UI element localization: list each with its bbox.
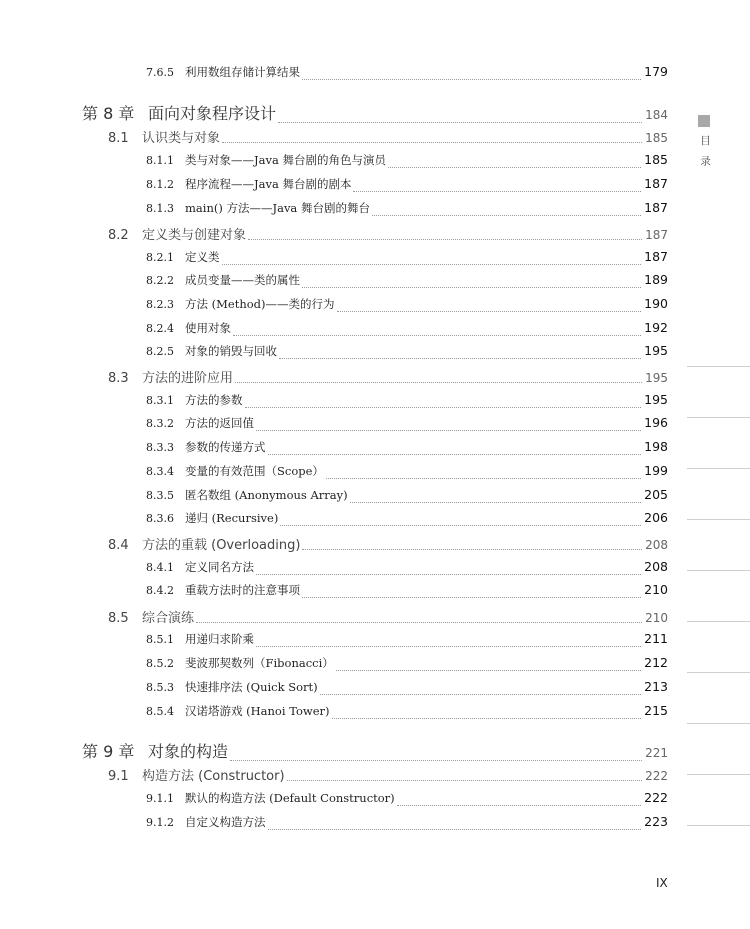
dot-leader (278, 122, 642, 123)
entry-page-number: 221 (645, 746, 668, 760)
margin-rule (687, 774, 750, 775)
entry-page-number: 195 (644, 392, 668, 407)
dot-leader (256, 646, 641, 647)
toc-subsection-entry (146, 320, 668, 340)
entry-page-number: 184 (645, 108, 668, 122)
entry-title: 利用数组存储计算结果 (185, 65, 300, 79)
entry-number: 第 9 章 (82, 742, 135, 761)
entry-number: 8.2.3 (146, 298, 174, 311)
entry-title: 用递归求阶乘 (185, 632, 254, 646)
toc-section-entry (108, 607, 668, 627)
dot-leader (336, 670, 641, 671)
entry-number: 8.2.2 (146, 274, 174, 287)
dot-leader (397, 805, 641, 806)
entry-title: 对象的构造 (148, 742, 229, 761)
entry-number: 8.1.3 (146, 202, 174, 215)
toc-subsection-entry (146, 559, 668, 579)
entry-page-number: 185 (645, 131, 668, 145)
dot-leader (222, 142, 642, 143)
toc-subsection-entry (146, 631, 668, 651)
toc-subsection-entry (146, 64, 668, 84)
toc-section-entry (108, 367, 668, 387)
toc-chapter-entry (82, 101, 668, 127)
dot-leader (196, 622, 642, 623)
dot-leader (248, 239, 642, 240)
toc-subsection-entry (146, 200, 668, 220)
entry-page-number: 212 (644, 655, 668, 670)
dot-leader (302, 549, 642, 550)
dot-leader (256, 574, 641, 575)
entry-title: 汉诺塔游戏 (Hanoi Tower) (185, 704, 330, 718)
entry-page-number: 208 (644, 559, 668, 574)
dot-leader (353, 191, 641, 192)
dot-leader (279, 358, 641, 359)
toc-subsection-entry (146, 415, 668, 435)
entry-number: 8.4 (108, 538, 129, 553)
contents-side-tab (698, 115, 710, 176)
dot-leader (337, 311, 642, 312)
dot-leader (222, 264, 642, 265)
entry-number: 8.3.3 (146, 441, 174, 454)
dot-leader (302, 79, 641, 80)
margin-rule (687, 825, 750, 826)
entry-number: 8.1 (108, 131, 129, 146)
toc-subsection-entry (146, 152, 668, 172)
entry-page-number: 199 (644, 463, 668, 478)
entry-page-number: 187 (644, 200, 668, 215)
toc-section-entry (108, 127, 668, 147)
toc-section-entry (108, 224, 668, 244)
entry-page-number: 210 (644, 582, 668, 597)
entry-number: 8.3.1 (146, 394, 174, 407)
entry-page-number: 187 (645, 228, 668, 242)
toc-subsection-entry (146, 272, 668, 292)
entry-title: 类与对象——Java 舞台剧的角色与演员 (185, 153, 386, 167)
entry-title: 变量的有效范围（Scope） (185, 464, 324, 478)
entry-page-number: 179 (644, 64, 668, 79)
entry-title: 程序流程——Java 舞台剧的剧本 (185, 177, 352, 191)
entry-page-number: 222 (645, 769, 668, 783)
entry-page-number: 206 (644, 510, 668, 525)
margin-rule (687, 519, 750, 520)
dot-leader (372, 215, 641, 216)
entry-title: 参数的传递方式 (185, 440, 266, 454)
entry-title: 定义类与创建对象 (142, 228, 247, 243)
margin-rule (687, 417, 750, 418)
entry-number: 8.3.5 (146, 489, 174, 502)
margin-rule (687, 468, 750, 469)
dot-leader (320, 694, 642, 695)
toc-subsection-entry (146, 790, 668, 810)
entry-page-number: 222 (644, 790, 668, 805)
toc-subsection-entry (146, 655, 668, 675)
entry-number: 9.1.2 (146, 816, 174, 829)
margin-rule (687, 621, 750, 622)
entry-page-number: 211 (644, 631, 668, 646)
entry-page-number: 195 (645, 371, 668, 385)
margin-rule (687, 366, 750, 367)
entry-number: 8.3 (108, 371, 129, 386)
entry-number: 8.4.1 (146, 561, 174, 574)
entry-page-number: 215 (644, 703, 668, 718)
dot-leader (287, 780, 643, 781)
toc-subsection-entry (146, 392, 668, 412)
dot-leader (245, 407, 642, 408)
entry-number: 8.5.2 (146, 657, 174, 670)
entry-number: 8.5.3 (146, 681, 174, 694)
toc-subsection-entry (146, 510, 668, 530)
entry-title: 递归 (Recursive) (185, 511, 279, 525)
entry-number: 9.1 (108, 769, 129, 784)
entry-page-number: 208 (645, 538, 668, 552)
entry-number: 8.5 (108, 611, 129, 626)
toc-subsection-entry (146, 176, 668, 196)
margin-rule (687, 672, 750, 673)
entry-title: 方法 (Method)——类的行为 (185, 297, 335, 311)
entry-title: 定义类 (185, 250, 220, 264)
entry-page-number: 190 (644, 296, 668, 311)
entry-page-number: 198 (644, 439, 668, 454)
dot-leader (302, 287, 641, 288)
page-number: IX (656, 876, 668, 890)
side-tab-label: 目录 (699, 135, 711, 176)
toc-subsection-entry (146, 582, 668, 602)
entry-number: 8.1.2 (146, 178, 174, 191)
entry-number: 8.1.1 (146, 154, 174, 167)
toc-subsection-entry (146, 814, 668, 834)
dot-leader (332, 718, 642, 719)
entry-page-number: 189 (644, 272, 668, 287)
toc-subsection-entry (146, 463, 668, 483)
toc-subsection-entry (146, 703, 668, 723)
entry-title: 定义同名方法 (185, 560, 254, 574)
entry-title: 快速排序法 (Quick Sort) (185, 680, 318, 694)
entry-number: 8.5.1 (146, 633, 174, 646)
entry-title: 使用对象 (185, 321, 231, 335)
entry-number: 8.2.1 (146, 251, 174, 264)
entry-title: 默认的构造方法 (Default Constructor) (185, 791, 395, 805)
entry-page-number: 192 (644, 320, 668, 335)
entry-title: 斐波那契数列（Fibonacci） (185, 656, 334, 670)
entry-number: 8.4.2 (146, 584, 174, 597)
entry-page-number: 196 (644, 415, 668, 430)
entry-title: 成员变量——类的属性 (185, 273, 300, 287)
entry-number: 8.2.5 (146, 345, 174, 358)
dot-leader (256, 430, 641, 431)
toc-section-entry (108, 765, 668, 785)
entry-title: 认识类与对象 (142, 131, 221, 146)
entry-page-number: 223 (644, 814, 668, 829)
entry-number: 8.2.4 (146, 322, 174, 335)
entry-number: 7.6.5 (146, 66, 174, 79)
entry-title: 构造方法 (Constructor) (142, 769, 285, 784)
entry-page-number: 213 (644, 679, 668, 694)
dot-leader (268, 829, 642, 830)
entry-title: 重载方法时的注意事项 (185, 583, 300, 597)
toc-section-entry (108, 534, 668, 554)
dot-leader (388, 167, 641, 168)
entry-number: 9.1.1 (146, 792, 174, 805)
entry-title: 方法的重载 (Overloading) (142, 538, 301, 553)
entry-title: 匿名数组 (Anonymous Array) (185, 488, 348, 502)
entry-page-number: 205 (644, 487, 668, 502)
dot-leader (233, 335, 641, 336)
entry-number: 8.3.2 (146, 417, 174, 430)
entry-title: 对象的销毁与回收 (185, 344, 277, 358)
entry-page-number: 187 (644, 249, 668, 264)
entry-number: 8.3.4 (146, 465, 174, 478)
entry-title: 方法的返回值 (185, 416, 254, 430)
dot-leader (326, 478, 641, 479)
dot-leader (268, 454, 642, 455)
entry-title: main() 方法——Java 舞台剧的舞台 (185, 201, 370, 215)
entry-page-number: 195 (644, 343, 668, 358)
toc-subsection-entry (146, 679, 668, 699)
dot-leader (230, 760, 642, 761)
toc-subsection-entry (146, 296, 668, 316)
entry-title: 综合演练 (142, 611, 195, 626)
entry-page-number: 210 (645, 611, 668, 625)
toc-subsection-entry (146, 487, 668, 507)
entry-title: 自定义构造方法 (185, 815, 266, 829)
entry-page-number: 185 (644, 152, 668, 167)
toc-chapter-entry (82, 739, 668, 765)
entry-title: 方法的进阶应用 (142, 371, 234, 386)
side-tab-marker (698, 115, 710, 127)
entry-number: 8.5.4 (146, 705, 174, 718)
dot-leader (235, 382, 642, 383)
entry-title: 方法的参数 (185, 393, 243, 407)
dot-leader (302, 597, 641, 598)
toc-subsection-entry (146, 439, 668, 459)
dot-leader (280, 525, 641, 526)
dot-leader (350, 502, 642, 503)
entry-number: 8.3.6 (146, 512, 174, 525)
entry-title: 面向对象程序设计 (148, 104, 277, 123)
entry-number: 8.2 (108, 228, 129, 243)
margin-rule (687, 723, 750, 724)
toc-subsection-entry (146, 343, 668, 363)
toc-subsection-entry (146, 249, 668, 269)
entry-number: 第 8 章 (82, 104, 135, 123)
entry-page-number: 187 (644, 176, 668, 191)
margin-rule (687, 570, 750, 571)
